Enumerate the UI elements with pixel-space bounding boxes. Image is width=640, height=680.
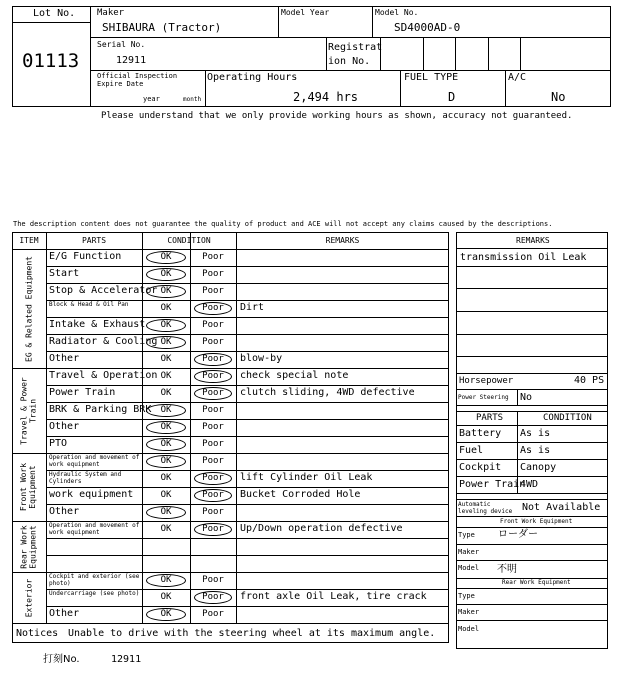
stamp-value: 12911 — [111, 654, 142, 665]
part-label: Cockpit and exterior (see photo) — [49, 573, 140, 587]
ok-selected-circle — [146, 251, 186, 264]
poor-option[interactable]: Poor — [202, 405, 224, 415]
right-parts-header: PARTS — [476, 413, 504, 423]
remark-text: Up/Down operation defective — [240, 523, 403, 534]
ok-option[interactable]: OK — [160, 507, 172, 517]
inspection-label-1: Official Inspection — [97, 72, 178, 80]
remark-text: blow-by — [240, 353, 283, 364]
right-panel — [456, 232, 608, 649]
poor-option[interactable]: Poor — [202, 354, 224, 364]
poor-option[interactable]: Poor — [202, 422, 224, 432]
hours-note: Please understand that we only provide working hours as shown, accuracy not guaranteed. — [101, 111, 573, 121]
part-label: Block & Head & Oil Pan — [49, 301, 129, 308]
ok-option[interactable]: OK — [160, 320, 172, 330]
right-part-value: As is — [520, 445, 551, 456]
front-model-value: 不明 — [497, 564, 517, 575]
part-label: Start — [49, 268, 80, 279]
hours-label: Operating Hours — [207, 72, 298, 83]
power-steering-value: No — [520, 392, 533, 403]
remark-text: check special note — [240, 370, 349, 381]
part-label: PTO — [49, 438, 68, 449]
header-remarks: REMARKS — [325, 236, 360, 245]
stamp-label: 打刻No. — [43, 654, 80, 665]
part-label: Radiator & Cooling — [49, 336, 158, 347]
horsepower-value: 40 PS — [574, 375, 605, 386]
part-label: Other — [49, 506, 80, 517]
part-label: Power Train — [49, 387, 116, 398]
poor-option[interactable]: Poor — [202, 456, 224, 466]
month-label: month — [183, 96, 202, 103]
poor-selected-circle — [194, 387, 232, 400]
power-steering-label: Power Steering — [458, 394, 509, 401]
ok-option[interactable]: OK — [160, 456, 172, 466]
registration-label: Registrat ion No. — [328, 42, 383, 67]
remark-text: front axle Oil Leak, tire crack — [240, 591, 427, 602]
front-model-label: Model — [458, 564, 480, 572]
right-part-label: Cockpit — [459, 462, 502, 473]
poor-option[interactable]: Poor — [202, 269, 224, 279]
ac-label: A/C — [508, 72, 527, 83]
part-label: work equipment — [49, 489, 134, 500]
auto-leveling-value: Not Available — [522, 502, 601, 513]
ok-selected-circle — [146, 608, 186, 621]
part-label: Other — [49, 353, 80, 364]
poor-selected-circle — [194, 302, 232, 315]
ok-selected-circle — [146, 404, 186, 417]
model-no-value: SD4000AD-0 — [394, 21, 461, 34]
poor-option[interactable]: Poor — [202, 388, 224, 398]
poor-option[interactable]: Poor — [202, 371, 224, 381]
poor-option[interactable]: Poor — [202, 592, 224, 602]
right-part-value: 4WD — [520, 479, 539, 490]
poor-option[interactable]: Poor — [202, 609, 224, 619]
part-label: E/G Function — [49, 251, 122, 262]
part-label: Stop & Accelerator — [49, 285, 158, 296]
poor-option[interactable]: Poor — [202, 252, 224, 262]
poor-option[interactable]: Poor — [202, 507, 224, 517]
ok-option[interactable]: OK — [160, 473, 172, 483]
poor-option[interactable]: Poor — [202, 286, 224, 296]
inspection-label-2: Expire Date — [97, 80, 144, 88]
poor-selected-circle — [194, 523, 232, 536]
part-label: Other — [49, 421, 80, 432]
poor-selected-circle — [194, 353, 232, 366]
ok-selected-circle — [146, 268, 186, 281]
model-year-label: Model Year — [281, 8, 330, 17]
part-label: Hydraulic System and Cylinders — [49, 471, 122, 485]
part-label: Undercarriage (see photo) — [49, 590, 140, 597]
ok-selected-circle — [146, 285, 186, 298]
ok-option[interactable]: OK — [160, 592, 172, 602]
part-label: Travel & Operation — [49, 370, 158, 381]
ok-selected-circle — [146, 319, 186, 332]
poor-option[interactable]: Poor — [202, 575, 224, 585]
ok-selected-circle — [146, 455, 186, 468]
poor-selected-circle — [194, 472, 232, 485]
group-label: Front Work Equipment — [19, 462, 37, 512]
poor-option[interactable]: Poor — [202, 490, 224, 500]
model-no-label: Model No. — [375, 8, 419, 17]
ok-selected-circle — [146, 438, 186, 451]
part-label: Other — [49, 608, 80, 619]
ok-option[interactable]: OK — [160, 422, 172, 432]
rear-type-label: Type — [458, 592, 475, 600]
group-label: EG & Related Equipment — [23, 255, 33, 362]
poor-selected-circle — [194, 591, 232, 604]
right-part-label: Power Train — [459, 479, 526, 490]
remark-text: Bucket Corroded Hole — [240, 489, 361, 500]
ok-option[interactable]: OK — [160, 575, 172, 585]
ok-option[interactable]: OK — [160, 303, 172, 313]
serial-value: 12911 — [116, 55, 147, 66]
lot-label: Lot No. — [33, 8, 76, 19]
right-remarks-header: REMARKS — [516, 236, 550, 245]
right-part-label: Battery — [459, 428, 502, 439]
group-label: Rear Work Equipment — [19, 524, 37, 569]
front-type-value: ローダー — [498, 529, 538, 540]
ok-selected-circle — [146, 574, 186, 587]
disclaimer: The description content does not guarantee the quality of product and ACE will not accept any claims caused by the descriptions. — [13, 220, 553, 228]
auto-leveling-label: Automatic leveling device — [458, 501, 513, 515]
lot-value: 01113 — [22, 50, 80, 72]
group-label: Exterior — [23, 578, 33, 617]
poor-option[interactable]: Poor — [202, 337, 224, 347]
notices-label: Notices — [16, 628, 59, 639]
ok-option[interactable]: OK — [160, 524, 172, 534]
remark-text: Dirt — [240, 302, 265, 313]
rear-work-header: Rear Work Equipment — [502, 579, 571, 586]
serial-label: Serial No. — [97, 40, 146, 49]
ok-option[interactable]: OK — [160, 337, 172, 347]
header-condition: CONDITION — [167, 236, 211, 245]
remark-text: lift Cylinder Oil Leak — [240, 472, 373, 483]
poor-option[interactable]: Poor — [202, 320, 224, 330]
header-item: ITEM — [19, 236, 39, 245]
poor-option[interactable]: Poor — [202, 303, 224, 313]
header-parts: PARTS — [81, 236, 107, 245]
ok-option[interactable]: OK — [160, 439, 172, 449]
group-label: Travel & Power Train — [19, 376, 37, 445]
ok-option[interactable]: OK — [160, 286, 172, 296]
right-condition-header: CONDITION — [543, 413, 592, 423]
maker-value: SHIBAURA (Tractor) — [102, 21, 222, 34]
ok-option[interactable]: OK — [160, 252, 172, 262]
ac-value: No — [551, 90, 566, 104]
right-remarks-line: transmission Oil Leak — [460, 252, 587, 263]
front-type-label: Type — [458, 531, 475, 539]
right-part-value: Canopy — [520, 462, 557, 473]
horsepower-label: Horsepower — [459, 376, 514, 386]
part-label: Operation and movement of work equipment — [49, 522, 140, 536]
fuel-value: D — [448, 90, 456, 104]
fuel-label: FUEL TYPE — [404, 72, 459, 83]
notices-value: Unable to drive with the steering wheel at its maximum angle. — [68, 628, 436, 639]
maker-label: Maker — [97, 8, 125, 18]
ok-selected-circle — [146, 336, 186, 349]
hours-value: 2,494 hrs — [293, 90, 359, 104]
ok-option[interactable]: OK — [160, 609, 172, 619]
poor-selected-circle — [194, 489, 232, 502]
poor-option[interactable]: Poor — [202, 439, 224, 449]
ok-option[interactable]: OK — [160, 269, 172, 279]
ok-option[interactable]: OK — [160, 371, 172, 381]
remark-text: clutch sliding, 4WD defective — [240, 387, 415, 398]
front-work-header: Front Work Equipment — [500, 518, 573, 525]
part-label: Operation and movement of work equipment — [49, 454, 140, 468]
rear-model-label: Model — [458, 625, 480, 633]
poor-option[interactable]: Poor — [202, 473, 224, 483]
poor-selected-circle — [194, 370, 232, 383]
ok-option[interactable]: OK — [160, 405, 172, 415]
ok-option[interactable]: OK — [160, 490, 172, 500]
rear-maker-label: Maker — [458, 608, 480, 616]
ok-selected-circle — [146, 421, 186, 434]
ok-option[interactable]: OK — [160, 388, 172, 398]
ok-option[interactable]: OK — [160, 354, 172, 364]
part-label: Intake & Exhaust — [49, 319, 146, 330]
year-label: year — [143, 95, 160, 103]
part-label: BRK & Parking BRK — [49, 404, 152, 415]
poor-option[interactable]: Poor — [202, 524, 224, 534]
ok-selected-circle — [146, 506, 186, 519]
right-part-label: Fuel — [459, 445, 484, 456]
right-part-value: As is — [520, 428, 551, 439]
front-maker-label: Maker — [458, 548, 480, 556]
